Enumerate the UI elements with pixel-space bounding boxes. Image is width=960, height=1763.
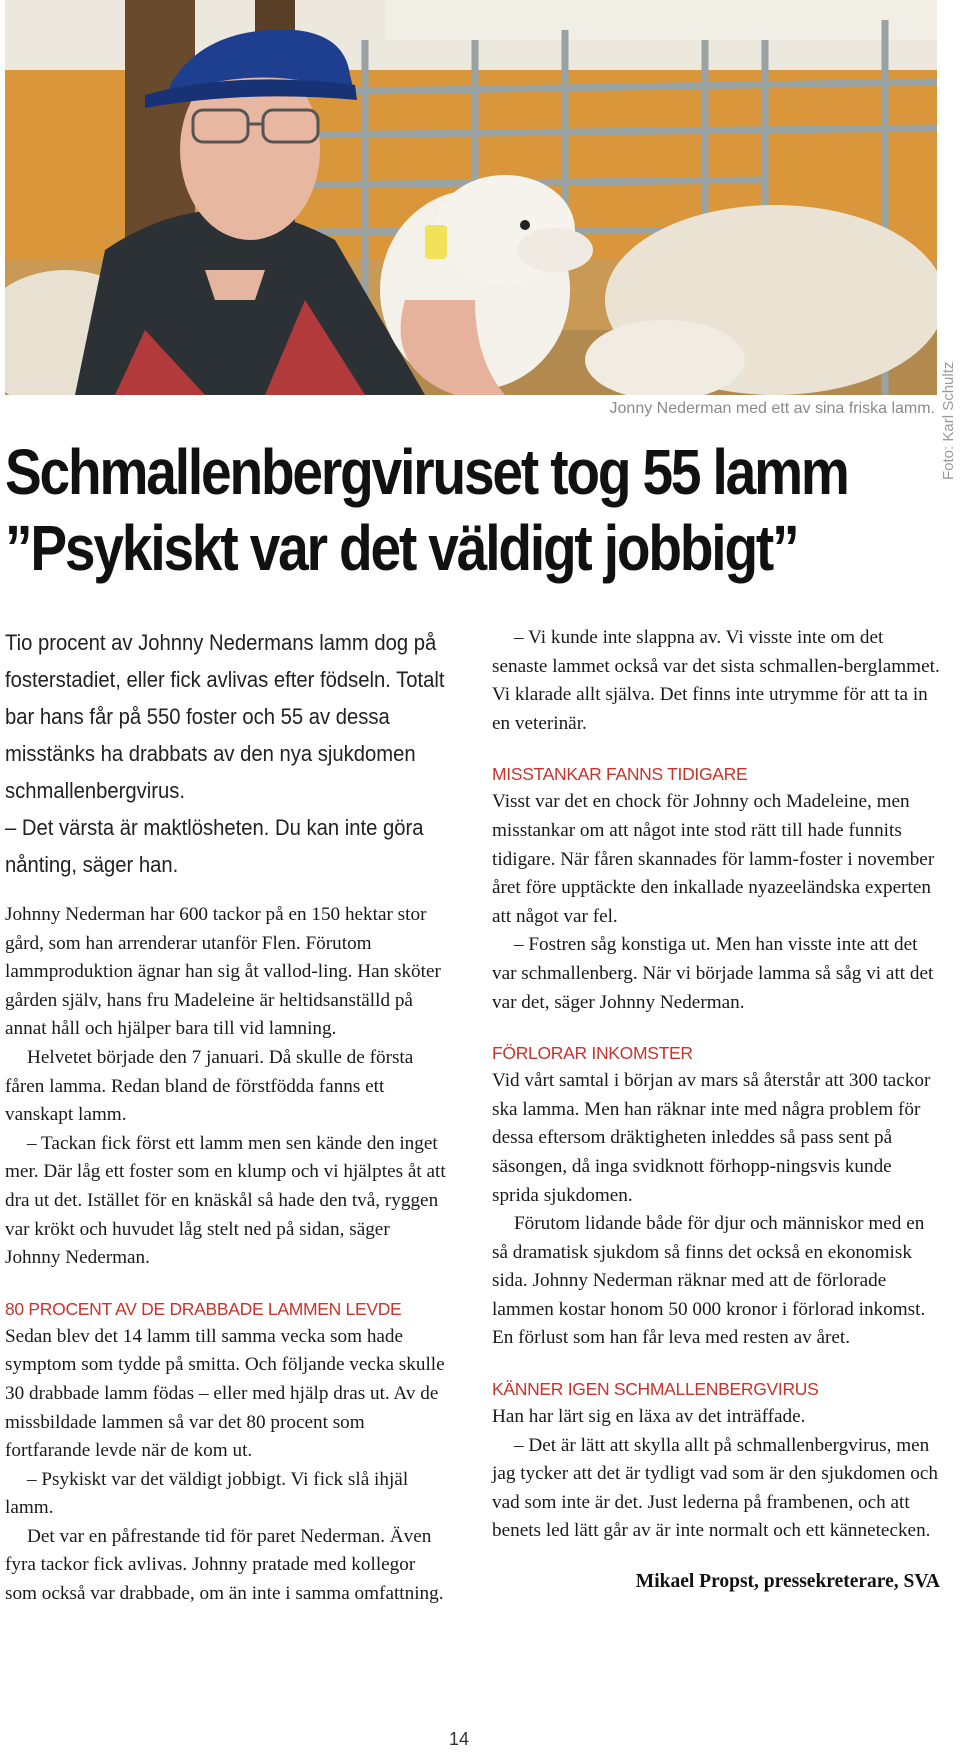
page-number: 14 xyxy=(449,1729,470,1749)
body-paragraph: – Det är lätt att skylla allt på schmallenbergvirus, men jag tycker att det är tydligt vad som är den sjukdomen och vad som inte är det. Just lederna på frambenen, och att benets led lätt går av är inte normalt och ett kännetecken. xyxy=(492,1434,938,1542)
body-paragraph: Johnny Nederman har 600 tackor på en 150 hektar stor gård, som han arrenderar utanför Flen. Förutom lammproduktion ägnar han sig åt vallod-ling. Han sköter gården själv, hans fru Madeleine är heltidsanställd på annat håll och hjälper bara till vid lamning. xyxy=(5,904,441,1040)
body-paragraph: Visst var det en chock för Johnny och Madeleine, men misstankar om att något inte stod rätt till hade funnits tidigare. När fåren skannades för lamm-foster i november året före upptäckte den inkallade nyazeeländska experten att något var fel. xyxy=(492,791,935,927)
body-paragraph: – Psykiskt var det väldigt jobbigt. Vi fick slå ihjäl lamm. xyxy=(5,1468,409,1519)
right-body xyxy=(492,624,940,1597)
signature: Mikael Propst, pressekreterare, SVA xyxy=(635,1571,940,1593)
lede-quote: – Det värsta är maktlösheten. Du kan inte göra nånting, säger han. xyxy=(5,815,424,877)
body-paragraph: – Fostren såg konstiga ut. Men han visste inte att det var schmallenberg. När vi började lamma så såg vi att det var det, säger Johnny Nederman. xyxy=(492,934,934,1013)
subheading: 80 PROCENT AV DE DRABBADE LAMMEN LEVDE xyxy=(5,1298,402,1319)
photo-credit: Foto: Karl Schultz xyxy=(940,361,957,480)
left-body xyxy=(5,901,447,1609)
headline-line-1: Schmallenbergviruset tog 55 lamm xyxy=(5,436,848,508)
body-paragraph: Helvetet började den 7 januari. Då skulle de första fåren lamma. Redan bland de förstfödda fanns ett vanskapt lamm. xyxy=(5,1046,414,1126)
body-paragraph: – Vi kunde inte slappna av. Vi visste inte om det senaste lammet också var det sista schmallen-berglammet. Vi klarade allt själva. Det finns inte utrymme för att ta in en veterinär. xyxy=(492,627,940,734)
lede-paragraph: Tio procent av Johnny Nedermans lamm dog på fosterstadiet, eller fick avlivas efter födseln. Totalt bar hans får på 550 foster och 55 av dessa misstänks ha drabbats av den nya sjukdomen schmallenbergvirus. xyxy=(5,630,445,803)
lede xyxy=(5,624,447,883)
subheading: FÖRLORAR INKOMSTER xyxy=(492,1043,693,1064)
body-paragraph: Han har lärt sig en läxa av det inträffade. xyxy=(492,1406,806,1428)
photo-illustration xyxy=(5,0,937,395)
headline xyxy=(5,434,942,586)
subheading: KÄNNER IGEN SCHMALLENBERGVIRUS xyxy=(492,1379,819,1400)
body-paragraph: Det var en påfrestande tid för paret Nederman. Även fyra tackor fick avlivas. Johnny pratade med kollegor som också var drabbade, om än inte i samma omfattning. xyxy=(5,1525,444,1605)
article-photo xyxy=(5,0,937,395)
right-column xyxy=(492,624,940,1597)
photo-caption: Jonny Nederman med ett av sina friska lamm. xyxy=(609,400,935,417)
body-paragraph: Förutom lidande både för djur och människor med en så dramatisk sjukdom så finns det också en ekonomisk sida. Johnny Nederman räknar med att de förlorade lammen kostar honom 50 000 kronor i förlorad inkomst. En förlust som han får leva med resten av året. xyxy=(492,1213,926,1349)
subheading: MISSTANKAR FANNS TIDIGARE xyxy=(492,764,748,785)
headline-line-2: ”Psykiskt var det väldigt jobbigt” xyxy=(5,512,798,584)
body-paragraph: Sedan blev det 14 lamm till samma vecka som hade symptom som tydde på smitta. Och följande vecka skulle 30 drabbade lamm födas – eller med hjälp dras ut. Av de missbildade lammen så var det 80 procent som fortfarande levde när de kom ut. xyxy=(5,1325,445,1462)
left-column xyxy=(5,624,447,1609)
body-paragraph: Vid vårt samtal i början av mars så återstår att 300 tackor ska lamma. Men han räknar inte med några problem för dessa eftersom dräktigheten inleddes så pass sent på säsongen, då inga svidknott förhopp-ningsvis kunde sprida sjukdomen. xyxy=(492,1070,931,1206)
body-paragraph: – Tackan fick först ett lamm men sen kände den inget mer. Där låg ett foster som en klump och vi hjälptes åt att dra ut det. Istället för en knäskål så hade den två, ryggen var krökt och huvudet låg stelt ned på sidan, säger Johnny Nederman. xyxy=(5,1132,446,1269)
